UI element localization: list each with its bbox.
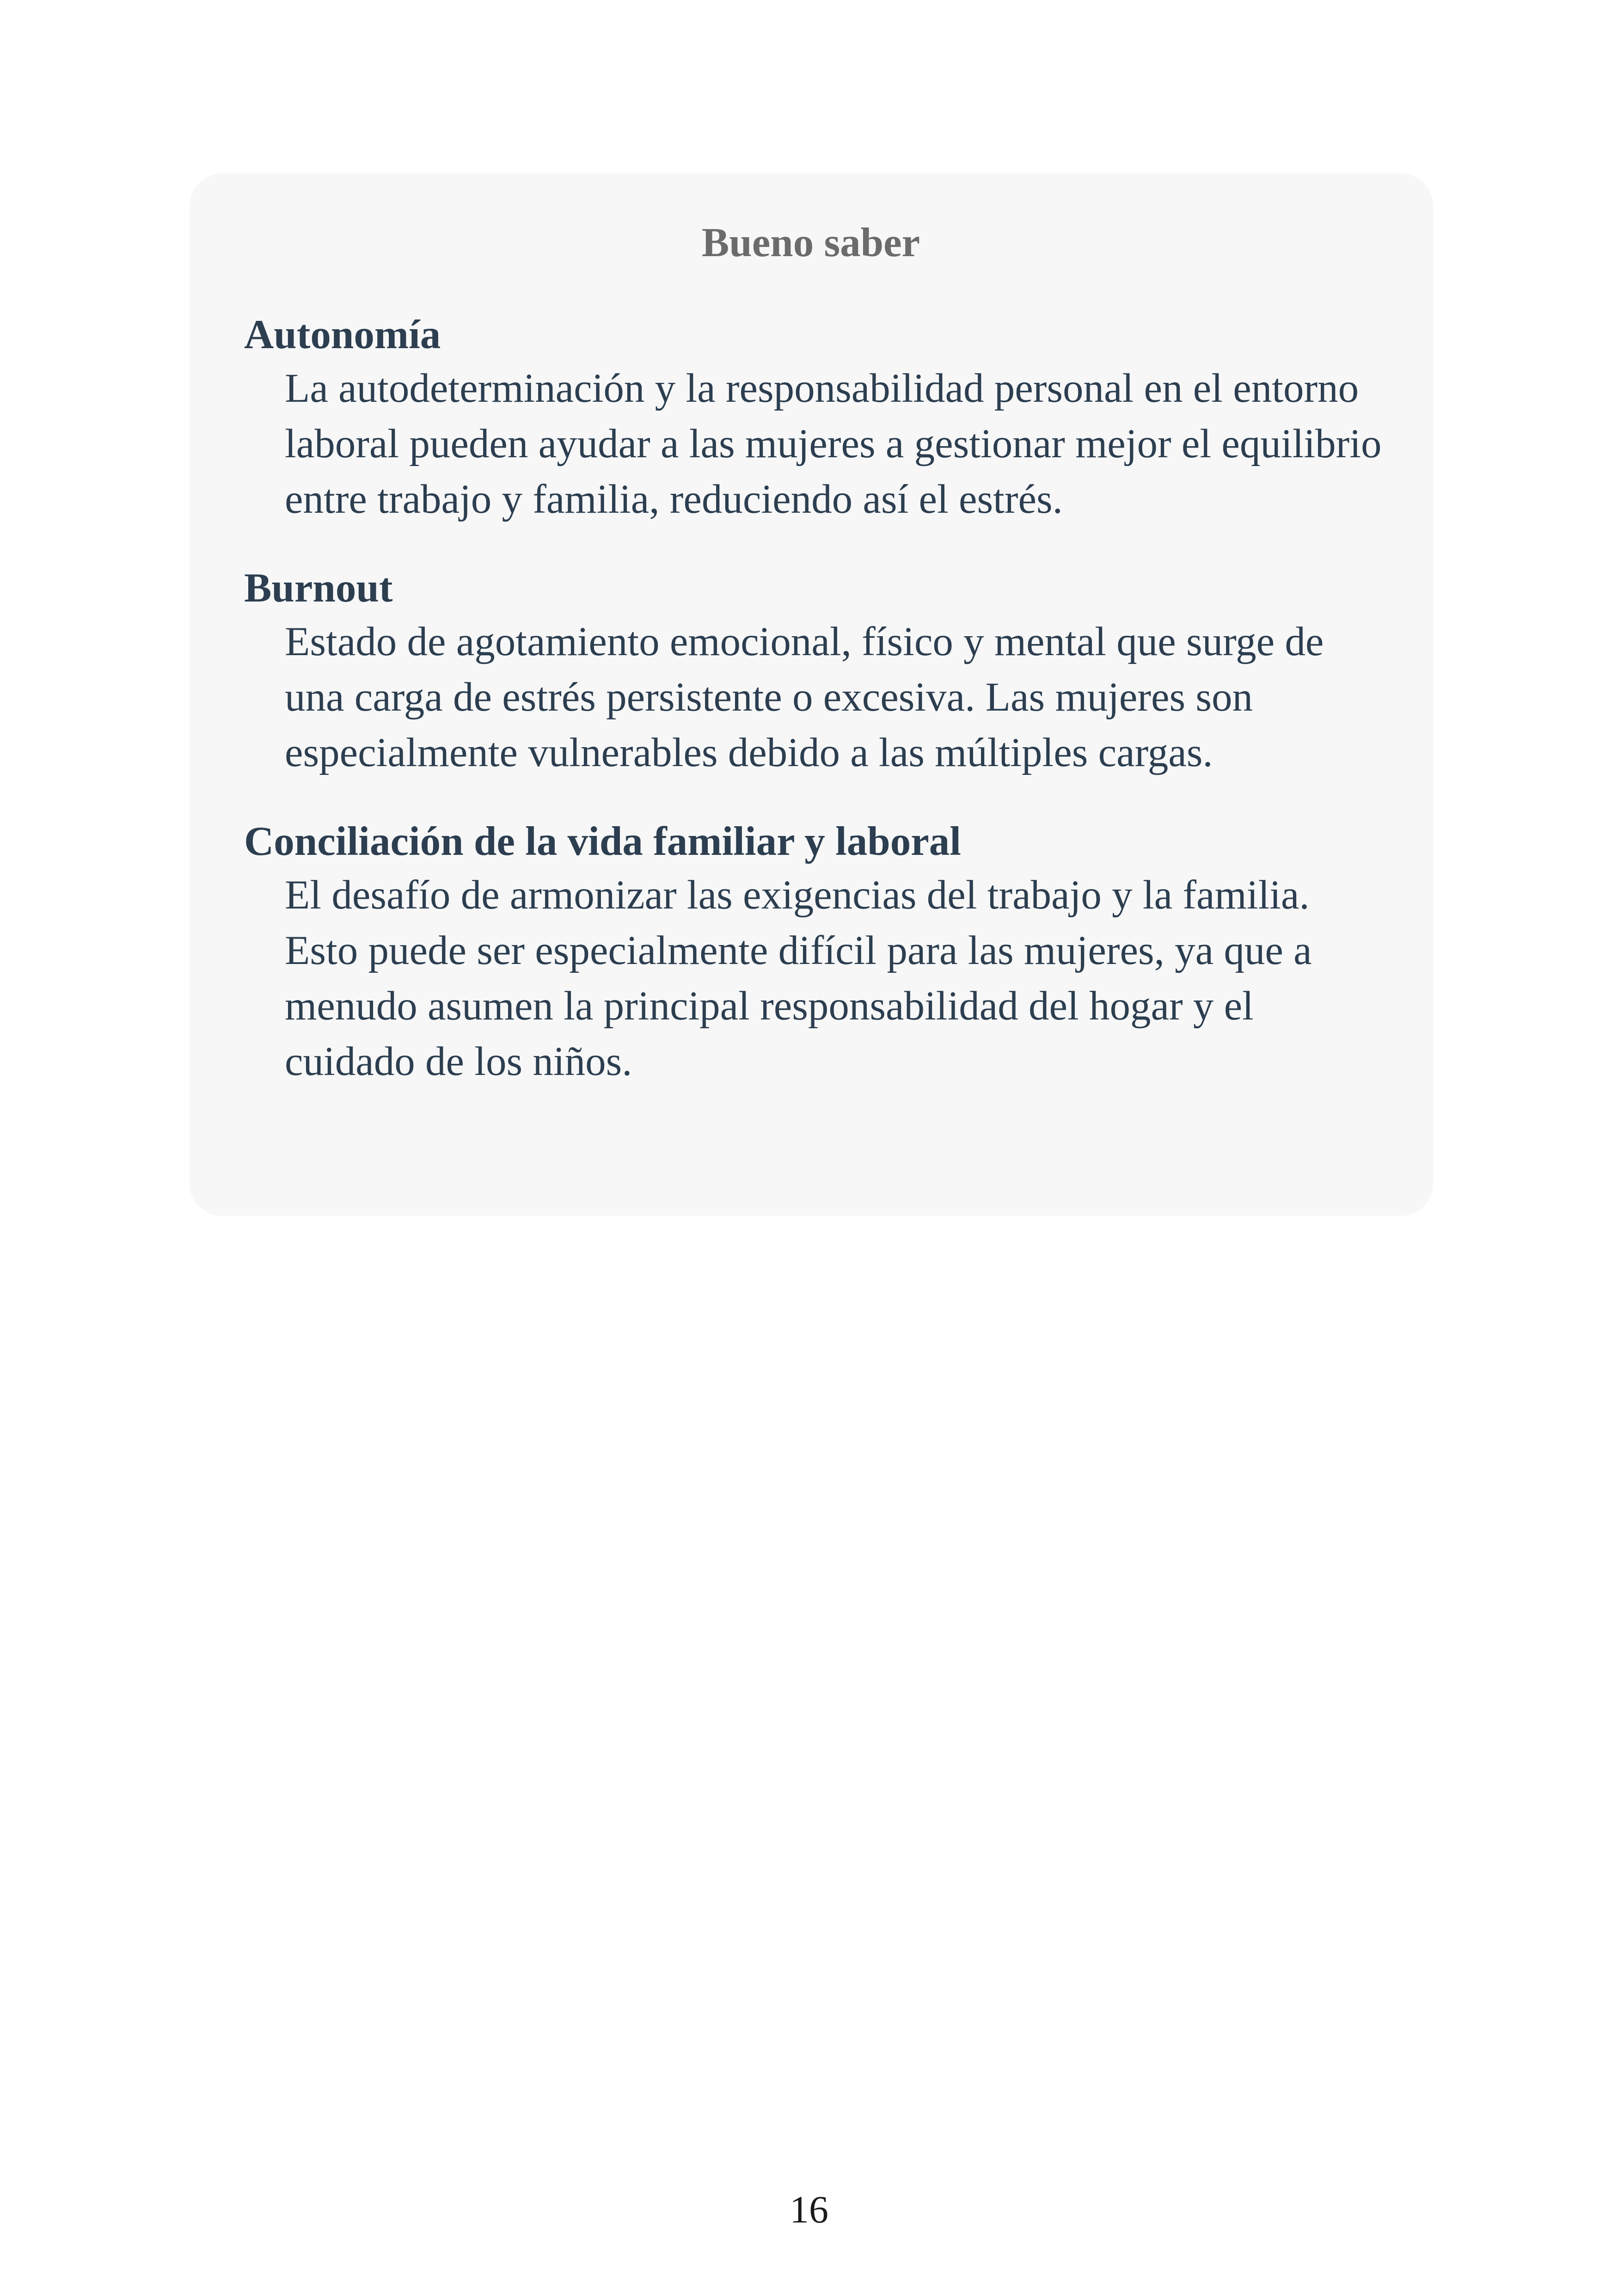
info-box-title: Bueno saber	[701, 220, 920, 265]
page-number: 16	[790, 2188, 828, 2231]
term-definition: El desafío de armonizar las exigencias del trabajo y la familia. Esto puede ser especialmente difícil para las mujeres, ya que a menudo asumen la principal responsabilidad del hogar y el cuidado de los niños.	[285, 872, 1312, 1084]
term-entry-autonomy	[244, 309, 1382, 527]
term-name: Autonomía	[244, 312, 441, 357]
term-entry-burnout	[244, 562, 1378, 780]
term-definition: Estado de agotamiento emocional, físico y mental que surge de una carga de estrés persistente o excesiva. Las mujeres son especialmente vulnerables debido a las múltiples cargas.	[285, 619, 1324, 775]
info-box-good-to-know	[190, 173, 1433, 1216]
term-entry-work-family-balance	[244, 816, 1378, 1089]
term-definition: La autodeterminación y la responsabilidad personal en el entorno laboral pueden ayudar a las mujeres a gestionar mejor el equilibrio entre trabajo y familia, reduciendo así el estrés.	[285, 366, 1382, 522]
term-name: Conciliación de la vida familiar y laboral	[244, 819, 961, 864]
term-name: Burnout	[244, 565, 393, 611]
